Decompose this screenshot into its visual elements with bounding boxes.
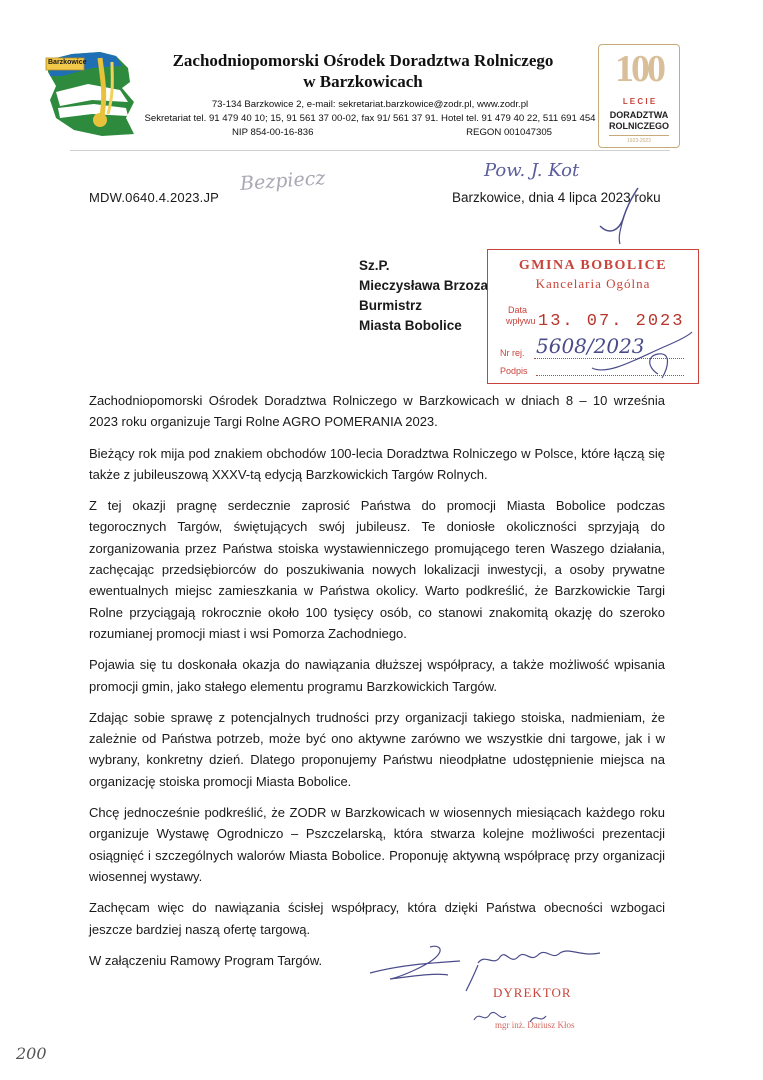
body-paragraph: Zdając sobie sprawę z potencjalnych trudności przy organizacji takiego stoiska, nadmieniam, że zależnie od Państwa potrzeb, może być ono aktywne zarówno we wszystkie dni targowe, jak i w wybrany, konkretny dzień. Dlatego proponujemy Państwu nieodpłatne udostępnienie miejsca na organizację stoiska promocji Miasta Bobolice. (89, 709, 665, 789)
body-paragraph: Zachęcam więc do nawiązania ścisłej współpracy, która dzięki Państwa obecności wzbogaci jeszcze bardziej naszą ofertę targową. (89, 900, 665, 937)
organization-name-line1: Zachodniopomorski Ośrodek Doradztwa Rolniczego (172, 51, 554, 70)
body-paragraph: Pojawia się tu doskonała okazja do nawiązania dłuższej współpracy, a także możliwość wpisania promocji gmin, jako stałego elementu programu Barzkowickich Targów. (89, 657, 665, 694)
stamp-title: GMINA BOBOLICE (518, 258, 668, 273)
letter-body (89, 390, 665, 981)
stamp-handwritten-signature (588, 328, 698, 382)
addressee-institution: Miasta Bobolice (359, 318, 462, 333)
anniversary-divider (609, 135, 669, 136)
header-divider (70, 150, 670, 151)
signature-name: mgr inż. Dariusz Kłos (495, 1020, 575, 1030)
nip-number: NIP 854-00-16-836 (232, 127, 314, 138)
handwritten-page-number: 200 (16, 1044, 47, 1063)
addressee-block (359, 256, 488, 336)
handwritten-check-mark (590, 186, 646, 246)
regon-number: REGON 001047305 (466, 127, 552, 138)
stamp-signature-label: Podpis (500, 366, 528, 376)
organization-name-line2: w Barzkowicach (303, 72, 423, 91)
reference-number: MDW.0640.4.2023.JP (89, 190, 220, 205)
anniversary-line2: ROLNICZEGO (609, 121, 669, 131)
organization-name (158, 50, 568, 92)
anniversary-lecie: L E C I E (622, 97, 656, 106)
stamp-date-label-2: wpływu (506, 316, 536, 326)
addressee-salutation: Sz.P. (359, 258, 390, 273)
body-paragraph: Bieżący rok mija pod znakiem obchodów 100-lecia Doradztwa Rolniczego w Polsce, które łączą się także z jubileuszową XXXV-tą edycją Barzkowickich Targów Rolnych. (89, 445, 665, 482)
anniversary-number: 100 (615, 48, 663, 90)
handwritten-note: Pow. J. Kot (484, 160, 580, 181)
anniversary-logo (598, 44, 680, 148)
stamp-subtitle: Kancelaria Ogólna (535, 276, 651, 291)
anniversary-line1: DORADZTWA (609, 110, 669, 120)
addressee-position: Burmistrz (359, 298, 423, 313)
body-paragraph: Z tej okazji pragnę serdecznie zaprosić Państwa do promocji Miasta Bobolice podczas tegorocznych Targów, świętujących swój jubileusz. Te doniosłe okoliczności sprzyjają do zorganizowania przez Państwa stoiska wystawienniczego promującego teren Waszego działania, zachęcając przedsiębiorców do poszukiwania nowych lokalizacji inwestycji, a osoby prywatne ewentualnych miejsc zamieszkania w Państwa okolicy. Warto podkreślić, że Barzkowickie Targi Rolne przyciągają rokrocznie około 100 tysięcy osób, co stanowi znakomitą okazję do szeroko rozumianej promocji miast i wsi Pomorza Zachodniego. (89, 498, 665, 641)
body-paragraph: Chcę jednocześnie podkreślić, że ZODR w Barzkowicach w wiosennych miesiącach każdego roku organizuje Wystawę Ogrodniczo – Pszczelarską, która stwarza kolejne możliwości prezentacji osiągnięć i szczególnych walorów Miasta Bobolice. Proponuję aktywną współpracę przy organizacji wiosennej wystawy. (89, 805, 665, 884)
receipt-stamp (487, 249, 699, 384)
signature-initials (470, 1004, 590, 1028)
stamp-date-label-1: Data (508, 305, 528, 315)
tax-ids (232, 126, 552, 140)
handwritten-scribble: Bezpiecz (239, 167, 327, 195)
stamp-nr-value: 5608/2023 (536, 334, 645, 358)
stamp-date-value: 13. 07. 2023 (538, 312, 685, 331)
date-line: Barzkowice, dnia 4 lipca 2023 roku (452, 190, 661, 205)
organization-details (140, 98, 600, 140)
body-paragraph: W załączeniu Ramowy Program Targów. (89, 952, 323, 968)
phones-line: Sekretariat tel. 91 479 40 10; 15, 91 561 37 00-02, fax 91/ 561 37 91. Hotel tel. 91 479 40 22, 511 691 454 (144, 113, 596, 124)
anniversary-years: 1923-2023 (627, 138, 651, 144)
body-paragraph: Zachodniopomorski Ośrodek Doradztwa Rolniczego w Barzkowicach w dniach 8 – 10 września 2023 roku organizuje Targi Rolne AGRO POMERANIA 2023. (89, 393, 665, 430)
signature-title: DYREKTOR (493, 985, 572, 1000)
organization-logo (42, 46, 142, 142)
signature-scribble (360, 935, 620, 995)
address-line: 73-134 Barzkowice 2, e-mail: sekretariat.barzkowice@zodr.pl, www.zodr.pl (211, 99, 529, 110)
addressee-name: Mieczysława Brzoza (359, 278, 489, 293)
logo-label: Barzkowice (48, 59, 87, 66)
stamp-nr-label: Nr rej. (500, 348, 525, 358)
